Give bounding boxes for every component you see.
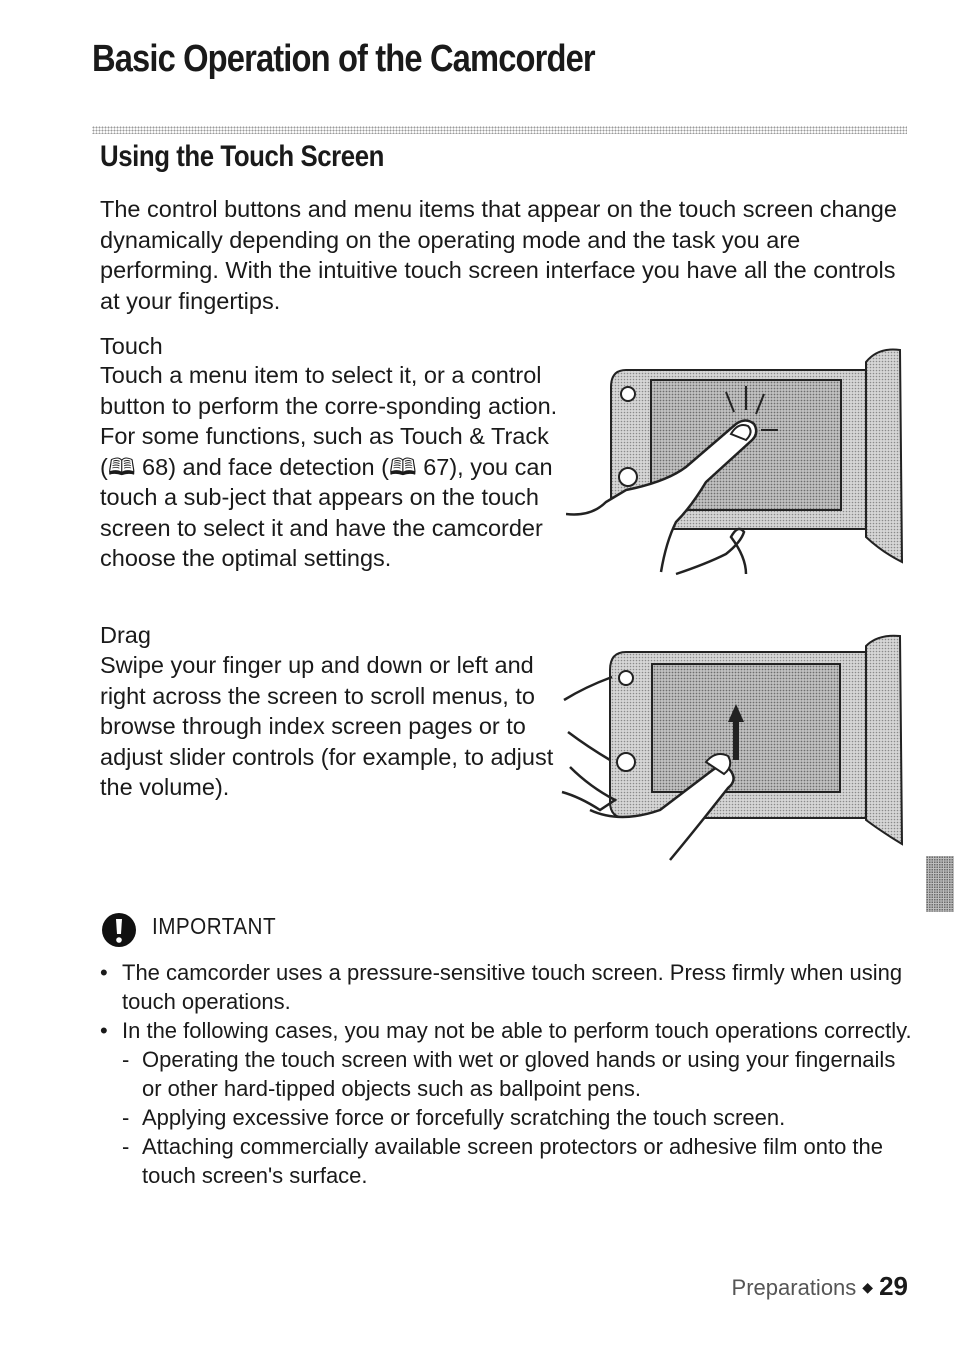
list-item: • The camcorder uses a pressure-sensitive touch screen. Press firmly when using touch operations.	[100, 960, 903, 1014]
sub-note-text: Attaching commercially available screen protectors or adhesive film onto the touch screen's surface.	[142, 1134, 884, 1188]
list-item: - Applying excessive force or forcefully scratching the touch screen.	[122, 1105, 786, 1130]
page-number: 29	[879, 1271, 908, 1301]
note-text: In the following cases, you may not be able to perform touch operations correctly.	[122, 1018, 912, 1043]
important-icon	[101, 912, 137, 948]
intro-paragraph: The control buttons and menu items that appear on the touch screen change dynamically depending on the operating mode and the task you are performing. With the intuitive touch screen interface you have all the controls at your fingertips.	[100, 196, 897, 314]
section-divider	[92, 126, 907, 134]
drag-gesture-illustration	[560, 632, 904, 862]
sub-note-text: Operating the touch screen with wet or gloved hands or using your fingernails or other hard-tipped objects such as ballpoint pens.	[142, 1047, 896, 1101]
page-title: Basic Operation of the Camcorder	[92, 38, 595, 80]
important-label: IMPORTANT	[152, 913, 277, 939]
list-item: - Attaching commercially available screen protectors or adhesive film onto the touch screen's surface.	[122, 1134, 884, 1188]
diamond-icon: ◆	[862, 1279, 874, 1295]
section-title: Using the Touch Screen	[100, 140, 384, 173]
drag-description: Swipe your finger up and down or left and right across the screen to scroll menus, to browse through index screen pages or to adjust slider controls (for example, to adjust the volume).	[100, 652, 554, 800]
drag-heading: Drag	[100, 622, 151, 648]
page-footer	[732, 1271, 908, 1302]
sub-notes	[122, 1045, 920, 1190]
touch-description: Touch a menu item to select it, or a control button to perform the corre-sponding action. For some functions, such as Touch & Track (🕮 68) and face detection (🕮 67), you can touch a sub-ject that appears on the touch screen to select it and have the camcorder choose the optimal settings.	[100, 362, 558, 571]
list-item: - Operating the touch screen with wet or gloved hands or using your fingernails or other hard-tipped objects such as ballpoint pens.	[122, 1047, 896, 1101]
note-text: The camcorder uses a pressure-sensitive touch screen. Press firmly when using touch operations.	[122, 960, 903, 1014]
sub-note-text: Applying excessive force or forcefully scratching the touch screen.	[142, 1105, 786, 1130]
touch-heading: Touch	[100, 333, 163, 359]
chapter-tab	[926, 856, 954, 912]
touch-gesture-illustration	[566, 342, 904, 582]
important-notes	[100, 958, 920, 1190]
footer-section: Preparations	[731, 1275, 857, 1300]
list-item: • In the following cases, you may not be able to perform touch operations correctly. - Operating the touch screen with wet or gloved hands or using your fingernails or other hard-tipped objects such as ballpoint pens. - Applying excessive force or forcefully scratching the touch screen. - Attaching commercially available screen protectors or adhesive film onto the touch screen's surface.	[100, 1016, 920, 1190]
